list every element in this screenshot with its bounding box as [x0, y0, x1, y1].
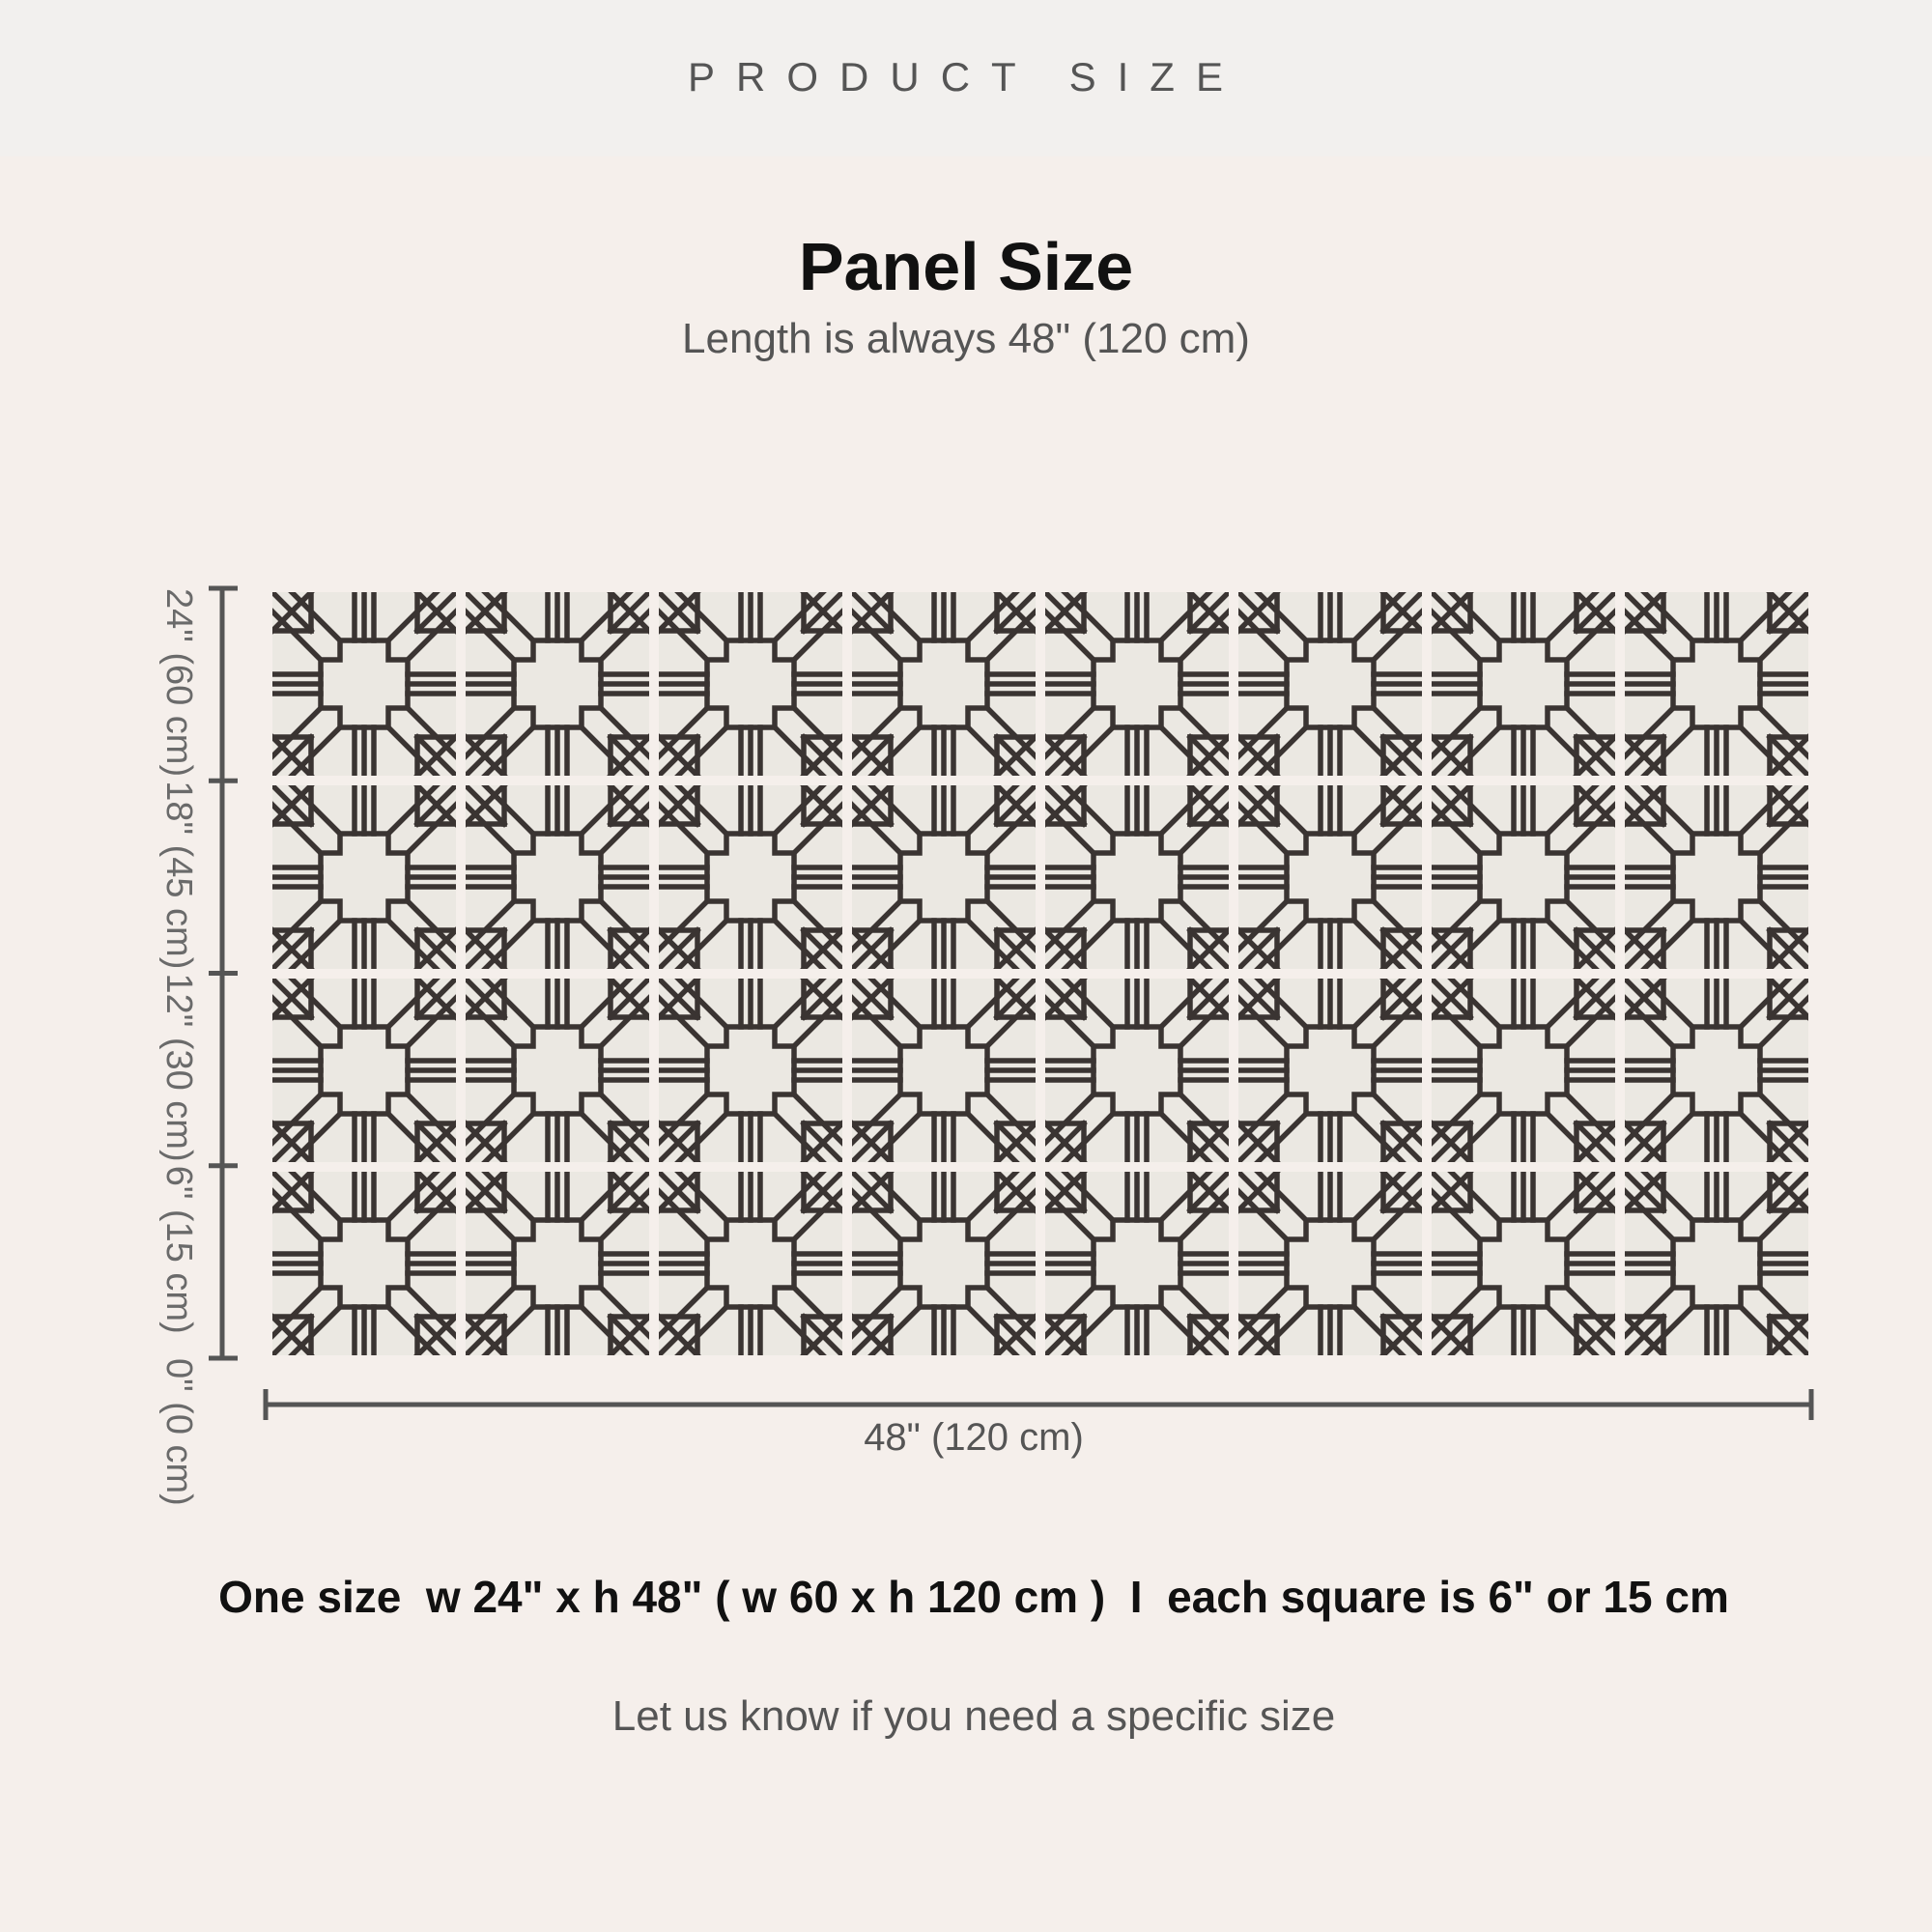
- pattern-tile: [659, 979, 842, 1162]
- pattern-tile: [659, 785, 842, 969]
- pattern-tile: [272, 592, 456, 776]
- axis-tick-label: 0" (0 cm): [158, 1358, 199, 1506]
- pattern-tile: [659, 592, 842, 776]
- width-label: 48" (120 cm): [864, 1416, 1084, 1459]
- pattern-tile: [852, 785, 1036, 969]
- pattern-tile: [272, 1172, 456, 1355]
- pattern-tile: [1432, 1172, 1615, 1355]
- pattern-tile: [1625, 592, 1808, 776]
- pattern-tile: [1432, 979, 1615, 1162]
- pattern-tile: [1432, 592, 1615, 776]
- pattern-tile: [1238, 1172, 1422, 1355]
- pattern-tile: [1045, 785, 1229, 969]
- pattern-tile: [272, 785, 456, 969]
- axis-tick-label: 24" (60 cm): [158, 588, 199, 778]
- pattern-tile: [1625, 1172, 1808, 1355]
- header-title: PRODUCT SIZE: [688, 54, 1244, 99]
- pattern-tile: [1238, 592, 1422, 776]
- pattern-tile: [466, 979, 649, 1162]
- pattern-tile: [1045, 979, 1229, 1162]
- size-info: One size w 24" x h 48" ( w 60 x h 120 cm ) I each square is 6" or 15 cm: [218, 1572, 1729, 1622]
- pattern-tile: [466, 785, 649, 969]
- pattern-tile: [1625, 979, 1808, 1162]
- pattern-tile: [1238, 979, 1422, 1162]
- panel-subtitle: Length is always 48" (120 cm): [682, 315, 1250, 362]
- panel-title: Panel Size: [798, 229, 1134, 304]
- pattern-tile: [272, 979, 456, 1162]
- pattern-tile: [659, 1172, 842, 1355]
- pattern-tile: [466, 592, 649, 776]
- pattern-tile: [1045, 592, 1229, 776]
- tile-grid: [272, 592, 1808, 1355]
- pattern-tile: [1432, 785, 1615, 969]
- axis-tick-label: 12" (30 cm): [158, 973, 199, 1162]
- pattern-tile: [1238, 785, 1422, 969]
- custom-size-note: Let us know if you need a specific size: [611, 1692, 1336, 1740]
- pattern-tile: [1625, 785, 1808, 969]
- axis-tick-label: 6" (15 cm): [158, 1165, 199, 1334]
- pattern-tile: [1045, 1172, 1229, 1355]
- height-axis: [158, 588, 238, 1506]
- axis-tick-label: 18" (45 cm): [158, 781, 199, 970]
- pattern-tile: [852, 592, 1036, 776]
- pattern-tile: [852, 1172, 1036, 1355]
- pattern-tile: [466, 1172, 649, 1355]
- pattern-tile: [852, 979, 1036, 1162]
